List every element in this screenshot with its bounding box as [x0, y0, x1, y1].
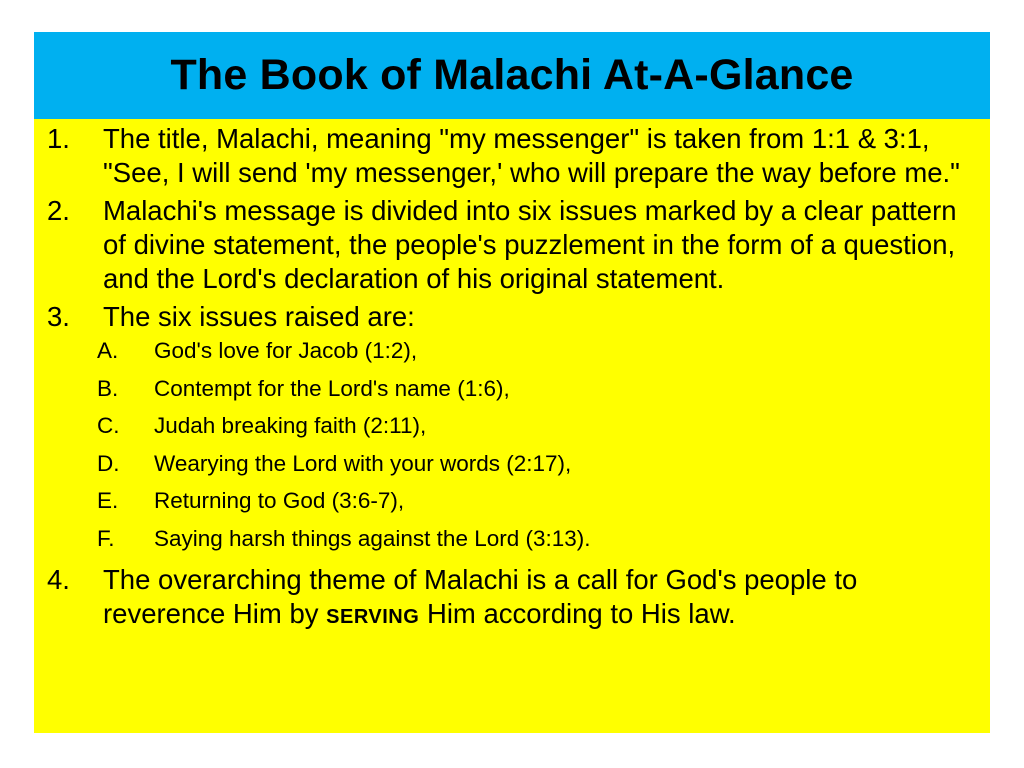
sub-item-letter: D.: [97, 450, 120, 476]
list-item-3: [34, 300, 990, 334]
list-item-4: [34, 563, 990, 634]
list-item-text-after: Him according to His law.: [426, 598, 736, 629]
sub-item-letter: C.: [97, 413, 120, 438]
list-item-text: The six issues raised are:: [103, 301, 415, 332]
slide-body: [34, 122, 990, 638]
list-item-1: [34, 122, 990, 190]
sub-item-text: Wearying the Lord with your words (2:17),: [154, 450, 572, 476]
sub-item-text: God's love for Jacob (1:2),: [154, 338, 418, 363]
list-item-text: The title, Malachi, meaning "my messenger" is taken from 1:1 & 3:1, "See, I will send 'my messenger,' who will prepare the way before me.": [103, 123, 960, 188]
sub-item-c: [34, 413, 990, 439]
sub-list: [34, 338, 990, 552]
sub-item-letter: F.: [97, 525, 115, 551]
list-item-number: 3.: [47, 301, 70, 332]
sub-item-b: [34, 376, 990, 402]
sub-item-text: Returning to God (3:6-7),: [154, 488, 405, 513]
sub-item-f: [34, 526, 990, 552]
sub-item-text: Saying harsh things against the Lord (3:13).: [154, 525, 591, 551]
list-item-text-before: The overarching theme of Malachi is a call for God's people to reverence Him by: [103, 564, 858, 629]
slide-title: The Book of Malachi At-A-Glance: [170, 51, 854, 99]
list-item-number: 4.: [47, 564, 70, 595]
sub-item-letter: E.: [97, 488, 119, 513]
slide: [34, 32, 990, 733]
emphasis-word: SERVING: [326, 606, 420, 628]
sub-item-letter: A.: [97, 338, 119, 363]
list-item-text: Malachi's message is divided into six issues marked by a clear pattern of divine statement, the people's puzzlement in the form of a question, and the Lord's declaration of his original statement.: [103, 195, 957, 294]
sub-item-text: Judah breaking faith (2:11),: [154, 413, 427, 438]
title-bar: [34, 32, 990, 119]
sub-item-d: [34, 451, 990, 477]
sub-item-letter: B.: [97, 375, 119, 401]
sub-item-e: [34, 488, 990, 514]
sub-item-a: [34, 338, 990, 364]
sub-item-text: Contempt for the Lord's name (1:6),: [154, 375, 510, 401]
list-item-number: 2.: [47, 195, 70, 226]
list-item-2: [34, 194, 990, 296]
list-item-number: 1.: [47, 123, 70, 154]
